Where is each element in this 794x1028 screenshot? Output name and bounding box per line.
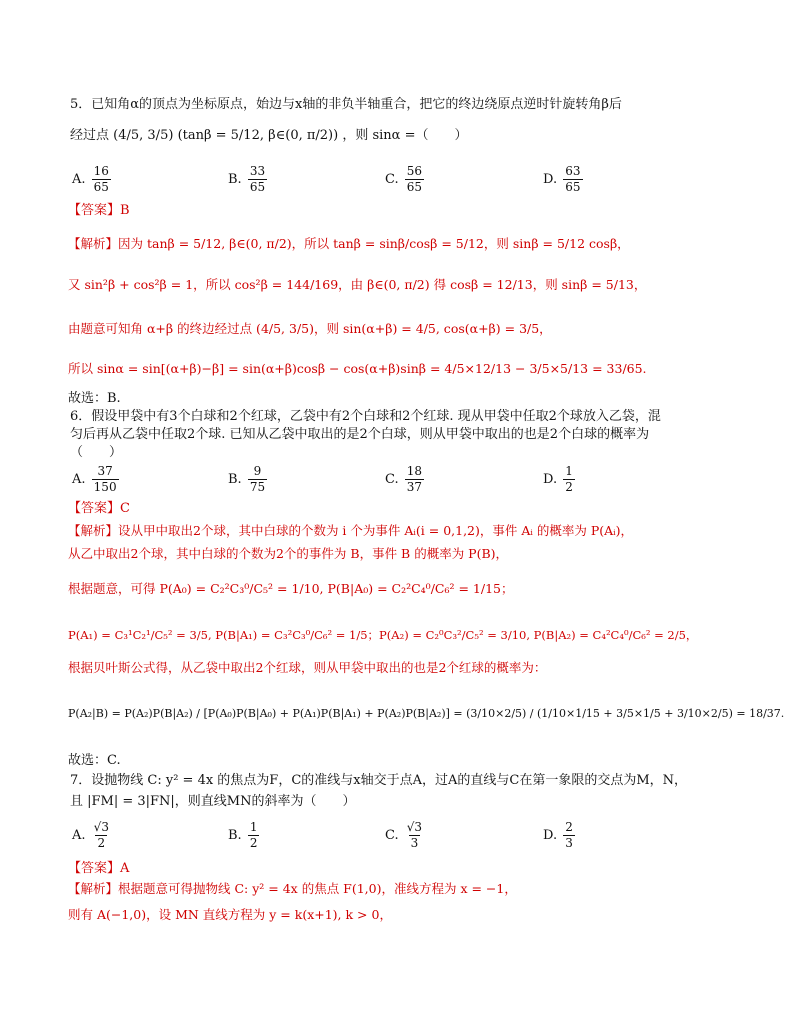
q6-option-a-fraction: $\frac{37}{150}$	[93, 464, 117, 494]
q7-option-c: C. $\frac{√3}{3}$	[385, 820, 423, 850]
q5-option-c: C. $\frac{56}{65}$	[385, 164, 423, 194]
q6-option-d-fraction: $\frac{1}{2}$	[565, 464, 573, 494]
q6-analysis-4: P(A₁) = C₃¹C₂¹/C₅² = 3/5, P(B|A₁) = C₃²C₃⁰/C₆² = 1/5；P(A₂) = C₂⁰C₃²/C₅² = 3/10, P(B|A₂) = C₄²C₄⁰/C₆² = 2/5，	[68, 628, 698, 642]
q5-option-c-fraction: $\frac{56}{65}$	[406, 164, 423, 194]
q6-option-b-fraction: $\frac{9}{75}$	[249, 464, 266, 494]
q5-option-b: B. $\frac{33}{65}$	[228, 164, 266, 194]
q6-answer: 【答案】C	[68, 501, 130, 516]
q7-stem-line1: 7．设抛物线 C: y² = 4x 的焦点为F，C的准线与x轴交于点A，过A的直线与C在第一象限的交点为M，N，	[70, 773, 688, 788]
q7-option-d-fraction: $\frac{2}{3}$	[565, 820, 573, 850]
q5-option-d-fraction: $\frac{63}{65}$	[565, 164, 581, 194]
q5-ask: ，则 sinα =（ ）	[342, 128, 468, 143]
q5-stem-line1: 5．已知角α的顶点为坐标原点，始边与x轴的非负半轴重合，把它的终边绕原点逆时针旋转角β后	[70, 97, 622, 112]
q7-option-c-fraction: $\frac{√3}{3}$	[406, 820, 423, 850]
q5-analysis-3: 由题意可知角 α+β 的终边经过点 (4/5, 3/5)，则 sin(α+β) = 4/5, cos(α+β) = 3/5，	[68, 321, 552, 336]
q5-option-a-fraction: $\frac{16}{65}$	[93, 164, 109, 194]
q6-stem-line2: 匀后再从乙袋中任取2个球. 已知从乙袋中取出的是2个白球，则从甲袋中取出的也是2个白球的概率为	[70, 427, 650, 442]
q7-option-a: A. $\frac{√3}{2}$	[72, 820, 109, 850]
q6-choose: 故选：C.	[68, 753, 121, 768]
q5-answer: 【答案】B	[68, 203, 130, 218]
q5-analysis-1: 【解析】因为 tanβ = 5/12, β∈(0, π/2)，所以 tanβ = sinβ/cosβ = 5/12，则 sinβ = 5/12 cosβ，	[68, 236, 630, 251]
q5-option-b-fraction: $\frac{33}{65}$	[249, 164, 266, 194]
q6-stem-line1: 6．假设甲袋中有3个白球和2个红球，乙袋中有2个白球和2个红球. 现从甲袋中任取2个球放入乙袋，混	[70, 409, 661, 424]
q7-option-d: D. $\frac{2}{3}$	[543, 820, 573, 850]
q7-option-b: B. $\frac{1}{2}$	[228, 820, 258, 850]
q6-analysis-2: 从乙中取出2个球，其中白球的个数为2个的事件为 B，事件 B 的概率为 P(B)，	[68, 546, 509, 561]
q5-choose: 故选：B.	[68, 391, 121, 406]
q5-point: (4/5, 3/5)	[113, 128, 174, 143]
q6-analysis-6: P(A₂|B) = P(A₂)P(B|A₂) / [P(A₀)P(B|A₀) + P(A₁)P(B|A₁) + P(A₂)P(B|A₂)] = (3/10×2/5) / (1/10×1/15 + 3/5×1/5 + 3/10×2/5) = 18/37.	[68, 707, 785, 720]
q7-option-a-fraction: $\frac{√3}{2}$	[93, 820, 109, 850]
q6-option-c: C. $\frac{18}{37}$	[385, 464, 423, 494]
q5-analysis-4: 所以 sinα = sin[(α+β)−β] = sin(α+β)cosβ − cos(α+β)sinβ = 4/5×12/13 − 3/5×5/13 = 33/65.	[68, 361, 647, 376]
q6-option-c-fraction: $\frac{18}{37}$	[406, 464, 423, 494]
q5-condition: (tanβ = 5/12, β∈(0, π/2))	[177, 128, 339, 143]
q5-analysis-2: 又 sin²β + cos²β = 1，所以 cos²β = 144/169，由 β∈(0, π/2) 得 cosβ = 12/13，则 sinβ = 5/13，	[68, 277, 647, 292]
q5-option-d: D. $\frac{63}{65}$	[543, 164, 581, 194]
q7-answer: 【答案】A	[68, 861, 130, 876]
q6-option-a: A. $\frac{37}{150}$	[72, 464, 117, 494]
q7-analysis-1: 【解析】根据题意可得抛物线 C: y² = 4x 的焦点 F(1,0)，准线方程为 x = −1，	[68, 881, 517, 896]
q6-stem-paren: （ ）	[70, 445, 123, 460]
q6-analysis-3: 根据题意，可得 P(A₀) = C₂²C₃⁰/C₅² = 1/10, P(B|A₀) = C₂²C₄⁰/C₆² = 1/15；	[68, 581, 514, 596]
q6-option-d: D. $\frac{1}{2}$	[543, 464, 573, 494]
q6-option-b: B. $\frac{9}{75}$	[228, 464, 266, 494]
q7-analysis-2: 则有 A(−1,0)，设 MN 直线方程为 y = k(x+1), k > 0，	[68, 907, 392, 922]
q6-analysis-5: 根据贝叶斯公式得，从乙袋中取出2个红球，则从甲袋中取出的也是2个红球的概率为：	[68, 660, 547, 675]
q5-prefix: 经过点	[70, 128, 110, 143]
q7-option-b-fraction: $\frac{1}{2}$	[249, 820, 258, 850]
q7-stem-line2: 且 |FM| = 3|FN|，则直线MN的斜率为（ ）	[70, 794, 356, 809]
q5-option-a: A. $\frac{16}{65}$	[72, 164, 109, 194]
q5-stem-line2	[70, 127, 467, 145]
q6-analysis-1: 【解析】设从甲中取出2个球，其中白球的个数为 i 个为事件 Aᵢ(i = 0,1,2)，事件 Aᵢ 的概率为 P(Aᵢ)，	[68, 523, 634, 538]
